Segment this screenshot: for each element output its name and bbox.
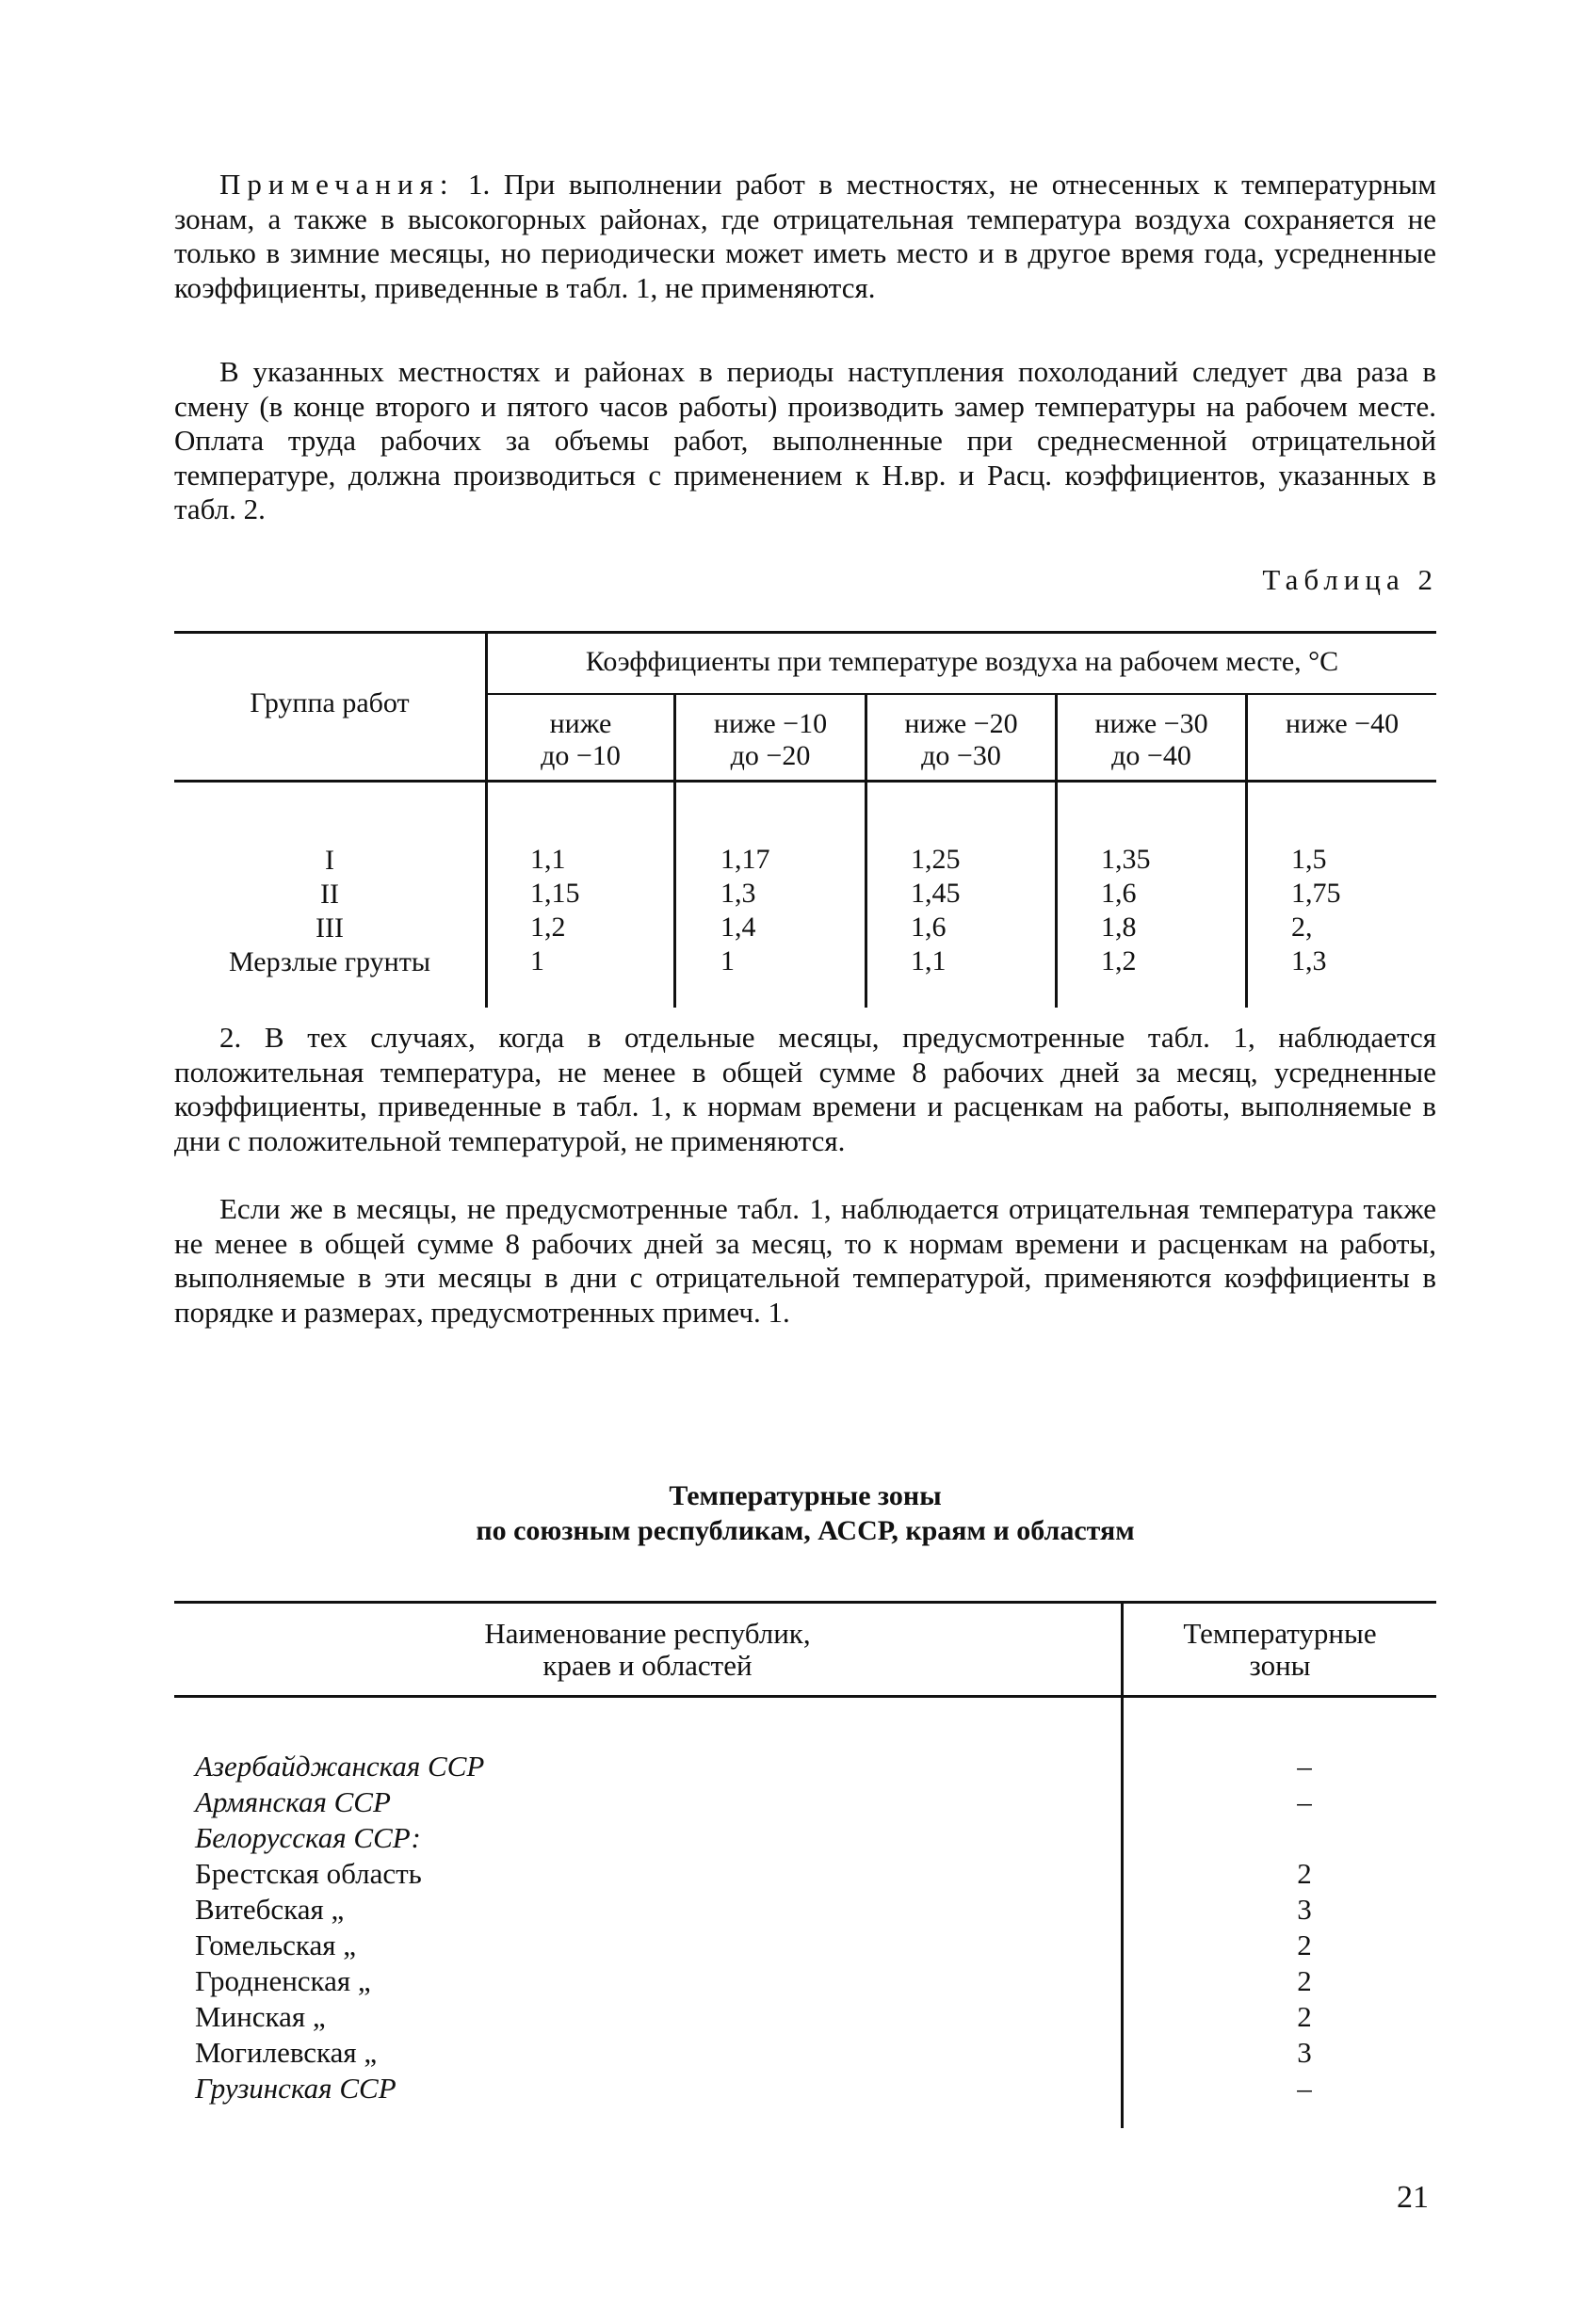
coefficients-table [174,631,1436,1008]
coef-value: 1,8 [1101,912,1137,943]
header-line: Наименование республик, [484,1617,811,1650]
table-rule [485,693,1436,695]
group-label: II [320,879,339,910]
coef-value: 1,4 [720,912,756,943]
coefficient-header: Коэффициенты при температуре воздуха на рабочем месте, °С [585,646,1339,677]
column-header-line: ниже −10 [713,708,828,739]
coef-value: 1,25 [911,844,961,875]
coef-value: 1,1 [530,844,566,875]
coef-value: 1,17 [720,844,770,875]
group-label: Мерзлые грунты [229,946,430,977]
zones-zone-header [1124,1618,1436,1682]
zone-region-name: Армянская ССР [195,1785,391,1818]
column-header [676,708,865,772]
coef-value: 1,45 [911,878,961,909]
coef-value: 1,75 [1291,878,1341,909]
column-header-line: до −20 [730,740,811,771]
zone-region-name: Могилевская „ [195,2036,378,2069]
column-header [1058,708,1245,772]
zone-row [174,1856,1436,1892]
coef-value: 1,6 [911,912,947,943]
zones-title-line: по союзным республикам, АССР, краям и областям [476,1515,1135,1546]
coef-value: 1,35 [1101,844,1151,875]
coef-value: 1 [530,945,544,976]
page-number: 21 [1397,2180,1429,2215]
zone-row [174,1892,1436,1928]
coef-value: 1,15 [530,878,580,909]
zones-name-header [174,1618,1121,1682]
coef-value: 1,5 [1291,844,1327,875]
zone-row [174,1928,1436,1963]
zone-region-name: Грузинская ССР [195,2072,397,2105]
column-header-line: до −40 [1111,740,1191,771]
group-label: I [325,845,334,876]
coef-value: 1,3 [1291,945,1327,976]
zone-value: 2 [1297,1929,1312,1961]
column-header [1248,708,1436,740]
note-1-continued: В указанных местностях и районах в периоды наступления похолоданий следует два раза в смену (в конце второго и пятого часов работы) производить замер температуры на рабочем месте. Оплата труда рабочих за объемы работ, выполненные при среднесменной отрицательной температуре, должна производиться с применением к Н.вр. и Расц. коэффициентов, указанных в табл. 2. [174,355,1436,525]
table-2-caption: Таблица 2 [1262,563,1438,596]
zone-value: – [1297,1785,1312,1818]
zone-region-name: Минская „ [195,2000,326,2033]
zone-row [174,2071,1436,2106]
zone-row [174,1749,1436,1784]
coef-value: 1 [720,945,735,976]
zones-title [174,1478,1436,1548]
header-line: краев и областей [542,1649,753,1682]
table-rule [174,1695,1436,1698]
notes-heading: Примечания: [219,168,455,201]
zone-row [174,1999,1436,2035]
coef-value: 1,3 [720,878,756,909]
zone-row [174,2035,1436,2071]
group-header: Группа работ [250,687,410,718]
zone-value: 2 [1297,2000,1312,2033]
coef-value: 1,2 [1101,945,1137,976]
column-header-line: до −30 [921,740,1001,771]
coef-value: 1,6 [1101,878,1137,909]
zone-region-name: Брестская область [195,1857,422,1890]
header-line: зоны [1249,1649,1311,1682]
table-divider [485,631,488,1008]
zone-value: 3 [1297,1893,1312,1926]
coef-value: 1,2 [530,912,566,943]
zone-region-name: Витебская „ [195,1893,345,1926]
zone-region-name: Гродненская „ [195,1964,371,1997]
coef-value: 1,1 [911,945,947,976]
note-1 [174,168,1436,305]
zone-value: 3 [1297,2036,1312,2069]
table-divider [1245,693,1248,1008]
zone-region-name: Белорусская ССР: [195,1821,421,1854]
group-label: III [316,912,344,944]
table-rule [174,1601,1436,1604]
zone-value: 2 [1297,1857,1312,1890]
column-header-line: ниже −40 [1285,708,1400,739]
column-header [867,708,1055,772]
zones-title-line: Температурные зоны [669,1480,942,1511]
column-header-line: ниже −20 [904,708,1018,739]
table-rule [174,631,1436,634]
column-header-line: до −10 [541,740,621,771]
zone-row [174,1820,1436,1856]
zone-value: – [1297,2072,1312,2105]
header-line: Температурные [1183,1617,1377,1650]
zone-region-name: Гомельская „ [195,1929,356,1961]
column-header-line: ниже [549,708,612,739]
column-header [488,708,673,772]
note-2: 2. В тех случаях, когда в отдельные месяцы, предусмотренные табл. 1, наблюдается положительная температура, не менее в общей сумме 8 рабочих дней за месяц, усредненные коэффициенты, приведенные в табл. 1, к нормам времени и расценкам на работы, выполняемые в дни с положительной температурой, не применяются. [174,1021,1436,1157]
zone-region-name: Азербайджанская ССР [195,1750,485,1783]
zone-value: 2 [1297,1964,1312,1997]
note-1-text: 1. При выполнении работ в местностях, не отнесенных к температурным зонам, а также в высокогорных районах, где отрицательная температура воздуха сохраняется не только в зимние месяцы, но периодически может иметь место и в другое время года, усредненные коэффициенты, приведенные в табл. 1, не применяются. [174,168,1436,304]
zone-row [174,1784,1436,1820]
zone-row [174,1963,1436,1999]
coef-value: 2, [1291,912,1313,943]
note-2-continued: Если же в месяцы, не предусмотренные табл. 1, наблюдается отрицательная температура также не менее в общей сумме 8 рабочих дней за месяц, то к нормам времени и расценкам на работы, выполняемые в эти месяцы в дни с отрицательной температурой, применяются коэффициенты в порядке и размерах, предусмотренных примеч. 1. [174,1192,1436,1329]
column-header-line: ниже −30 [1094,708,1208,739]
zone-value: – [1297,1750,1312,1783]
zones-table [174,1601,1436,2128]
